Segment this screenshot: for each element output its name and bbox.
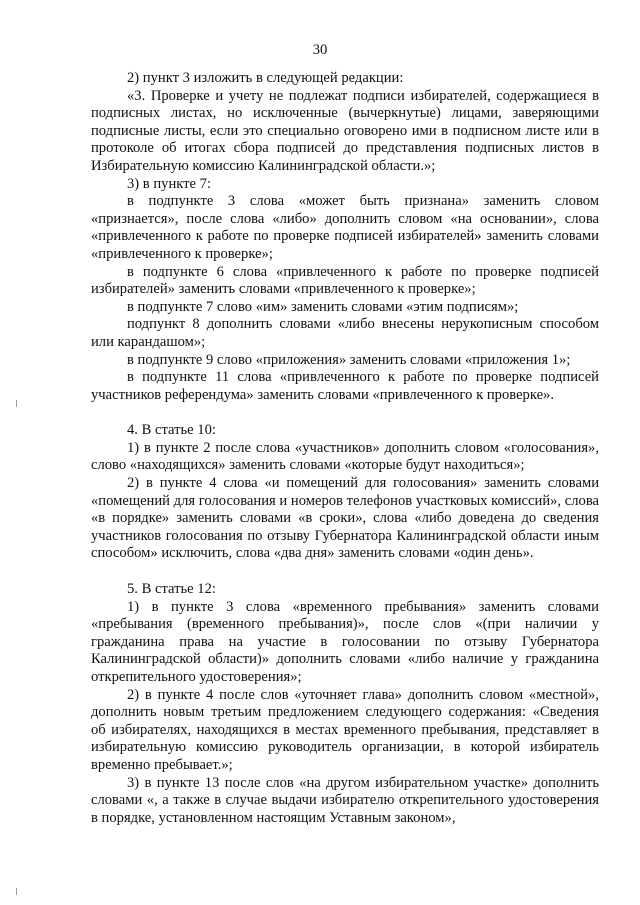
- paragraph: в подпункте 9 слово «приложения» заменить словами «приложения 1»;: [127, 351, 571, 368]
- scan-artifact-mark: [16, 400, 17, 407]
- paragraph: в подпункте 11 слова «привлеченного к работе по проверке подписей участников референдума» заменить словами «привлеченного к проверке».: [91, 369, 599, 403]
- paragraph: в подпункте 6 слова «привлеченного к работе по проверке подписей избирателей» заменить словами «привлеченного к проверке»;: [91, 263, 599, 298]
- paragraph: «3. Проверке и учету не подлежат подписи избирателей, содержащиеся в подписных листах, но исключенные (вычеркнутые) лицами, заверяющими подписные листы, если это специально оговорено ими в подписном листе или в протоколе об итогах сбора подписей до представления подписных листов в Избирательную комиссию Калининградской области.»;: [91, 87, 599, 174]
- paragraph: в подпункте 7 слово «им» заменить словами «этим подписям»;: [127, 298, 519, 315]
- section-spacer: [91, 404, 599, 422]
- paragraph: 1) в пункте 3 слова «временного пребывания» заменить словами «пребывания (временного пребывания)», после слов «(при наличии у гражданина права на участие в голосовании по отзыву Губернатора Калининградской области)» дополнить словами «либо наличие у гражданина открепительного удостоверения»;: [91, 598, 599, 685]
- document-body: [91, 70, 599, 827]
- paragraph: 2) пункт 3 изложить в следующей редакции:: [127, 70, 404, 86]
- paragraph: 3) в пункте 13 после слов «на другом избирательном участке» дополнить словами «, а также в случае выдачи избирателю открепительного удостоверения в порядке, установленном настоящим Уставным законом»,: [91, 774, 599, 826]
- section-spacer: [91, 563, 599, 581]
- paragraph: 2) в пункте 4 слова «и помещений для голосования» заменить словами «помещений для голосования и номеров телефонов участковых комиссий», слова «в порядке» заменить словами «в сроки», слова «либо доведена до сведения участников голосования по отзыву Губернатора Калининградской области иным способом» исключить, слова «два дня» заменить словами «один день».: [91, 475, 599, 562]
- paragraph: подпункт 8 дополнить словами «либо внесены нерукописным способом или карандашом»;: [91, 316, 599, 350]
- section-heading: 4. В статье 10:: [127, 422, 216, 439]
- scan-artifact-mark: [16, 888, 17, 895]
- section-heading: 5. В статье 12:: [127, 581, 216, 598]
- page-number: 30: [312, 42, 328, 58]
- paragraph: 2) в пункте 4 после слов «уточняет глава» дополнить словом «местной», дополнить новым третьим предложением следующего содержания: «Сведения об избирателях, находящихся в местах временного пребывания, представляет в избирательную комиссию руководитель организации, в которой избиратель временно пребывает.»;: [91, 686, 599, 773]
- paragraph: 1) в пункте 2 после слова «участников» дополнить словом «голосования», слово «находящихся» заменить словами «которые будут находиться»;: [91, 439, 599, 474]
- paragraph: 3) в пункте 7:: [127, 175, 212, 192]
- paragraph: в подпункте 3 слова «может быть признана» заменить словом «признается», после слова «либо» дополнить словом «на основании», слова «привлеченного к работе по проверке подписей избирателей» заменить словами «привлеченного к проверке»;: [91, 193, 599, 262]
